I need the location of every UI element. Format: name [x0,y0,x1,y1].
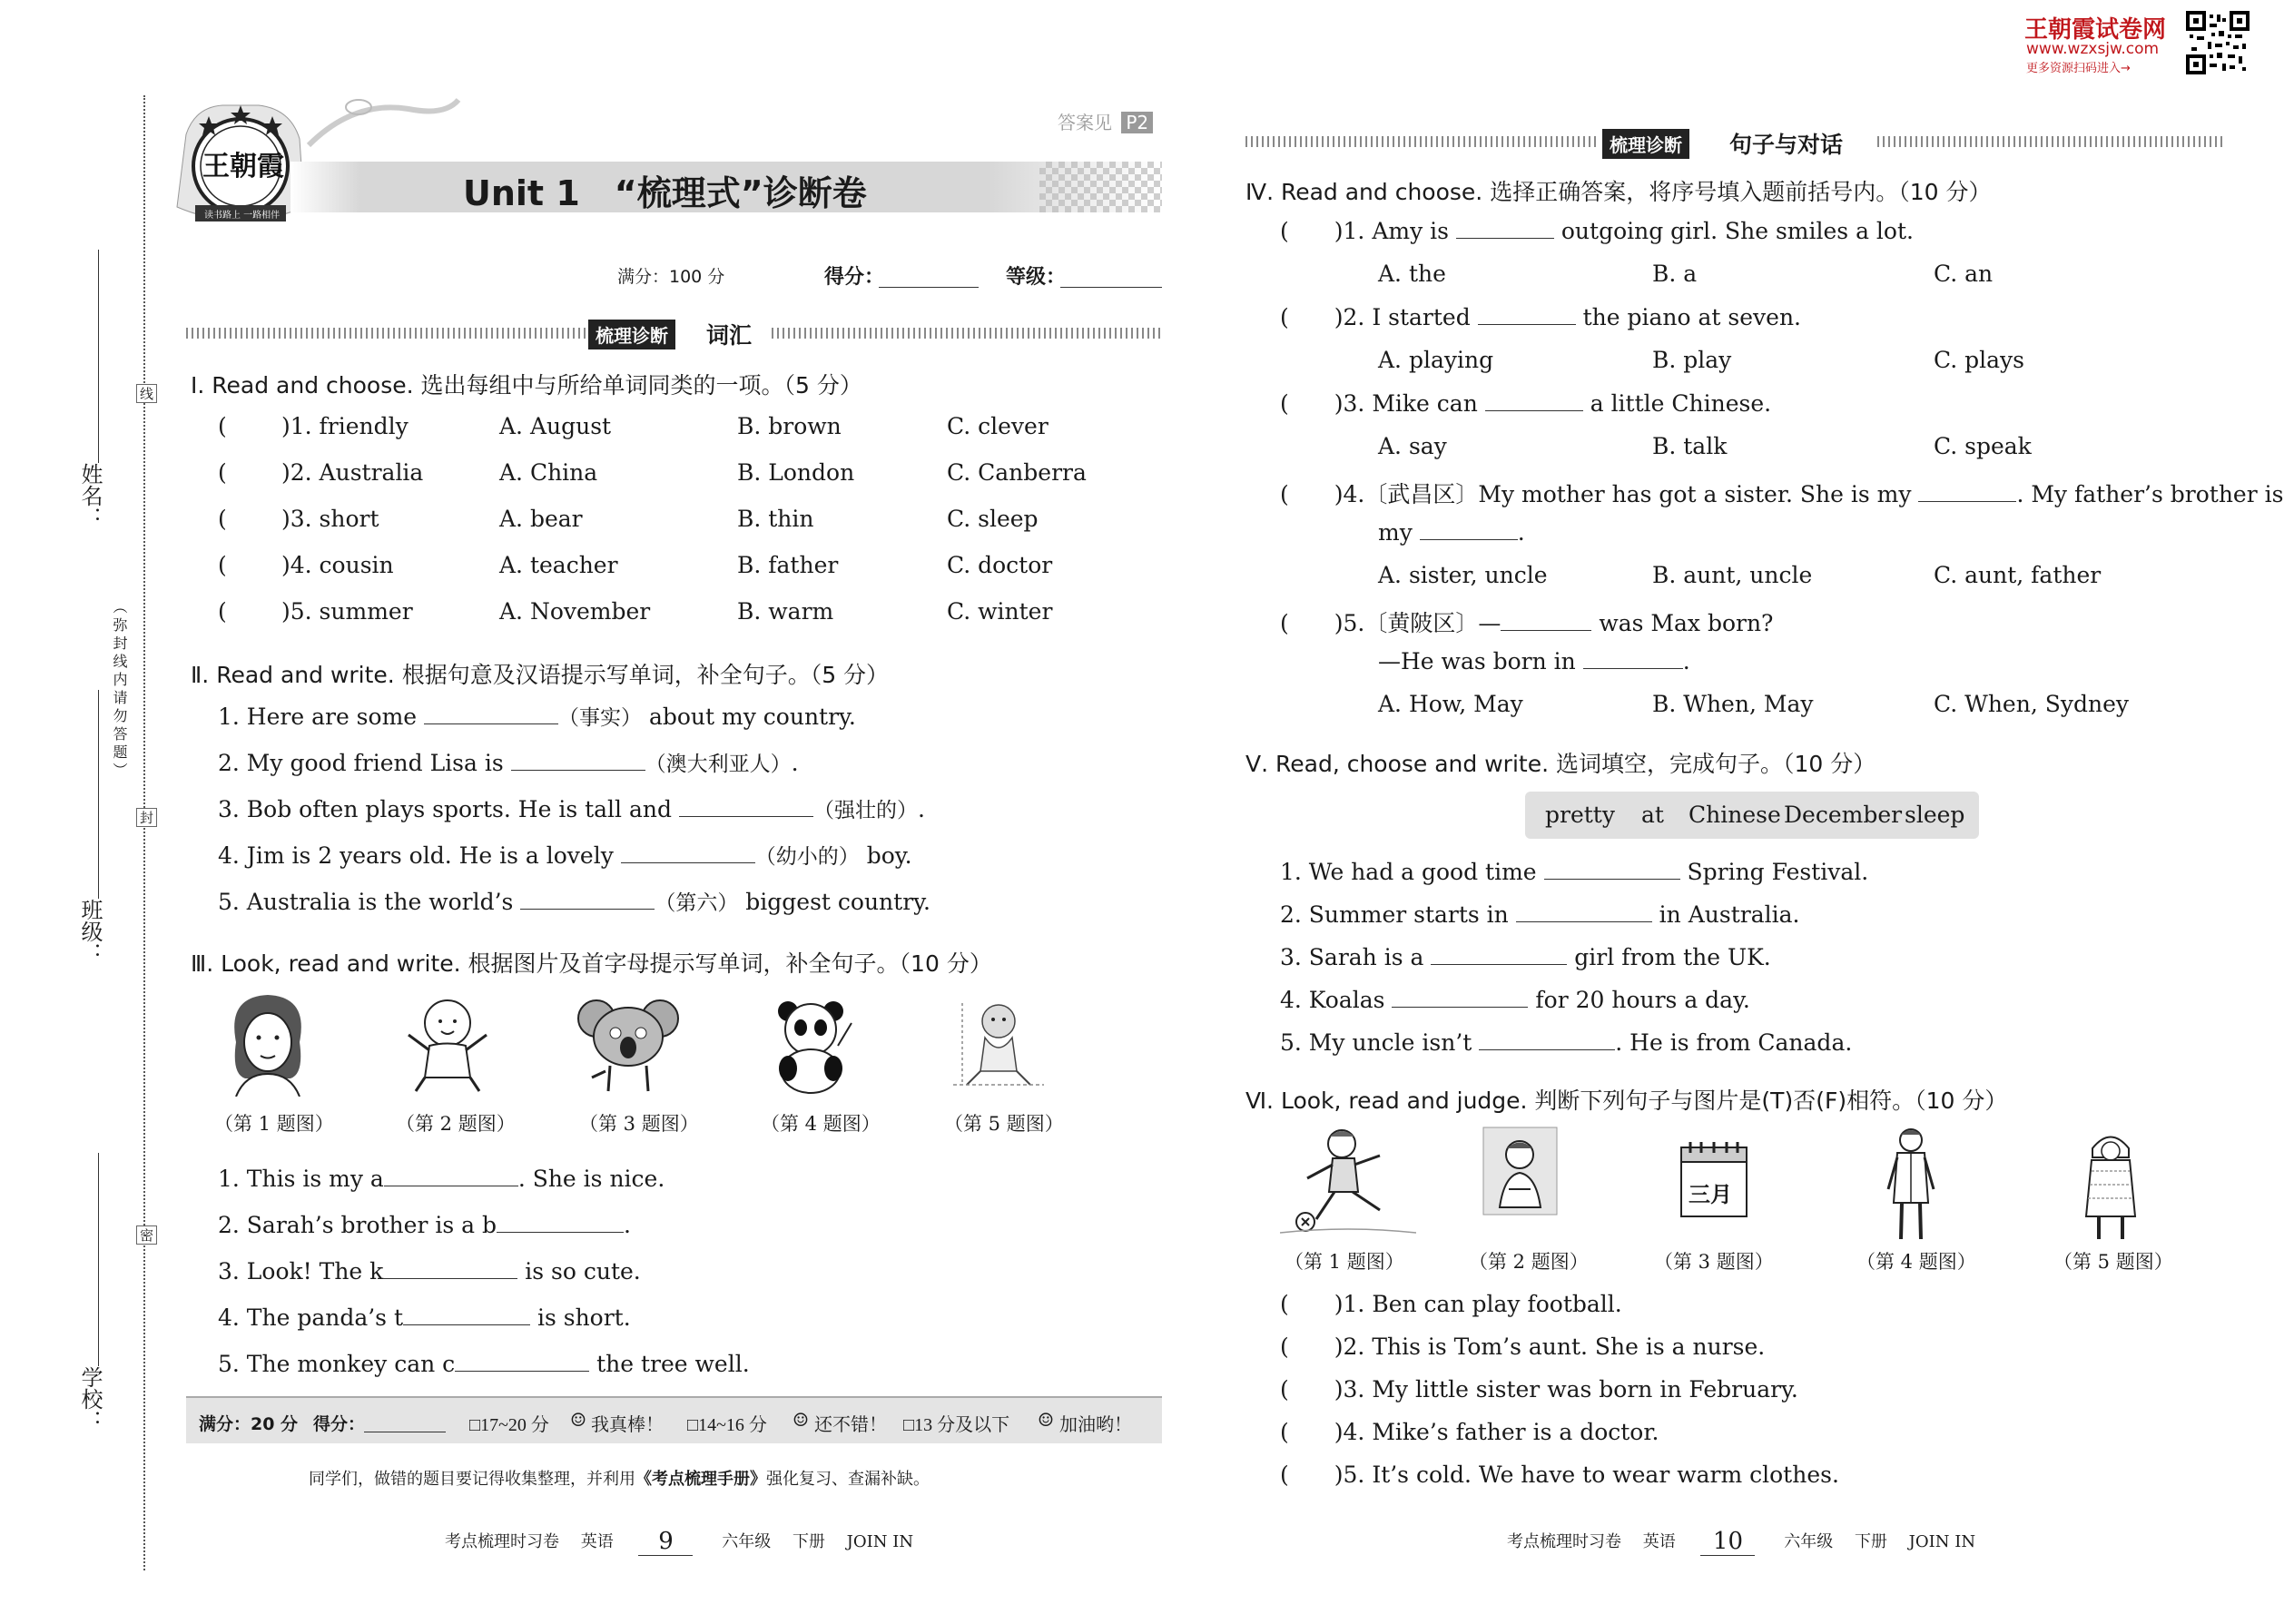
option-c: C. When, Sydney [1934,691,2129,717]
option-a: A. sister, uncle [1378,562,1548,588]
answer-blank[interactable] [424,721,558,724]
list-item [1280,944,1771,970]
section-3-title: Ⅲ. Look, read and write. 根据图片及首字母提示写单词，补全句子。（10 分） [191,950,992,977]
winter-child-picture-icon [2079,1126,2142,1244]
list-item [1280,1376,1798,1403]
list-item [218,1304,631,1331]
answer-paren[interactable]: ( [218,459,227,486]
list-item [218,886,930,916]
list-item [1280,1334,1765,1360]
sentence-end: . She is nice. [517,1166,665,1192]
right-footer [1507,1528,1975,1556]
answer-blank[interactable] [1456,235,1554,239]
answer-blank[interactable] [1544,876,1680,880]
answer-paren[interactable]: ( [1280,1334,1289,1360]
score-label: 得分： [824,266,885,289]
footer-series: 考点梳理时习卷 [445,1532,559,1551]
sentence-end: for 20 hours a day. [1528,987,1750,1013]
sentence-end: . [791,750,799,776]
option-b: B. father [737,552,839,578]
answer-blank[interactable] [1392,1004,1528,1008]
picture-caption-3: （第 3 题图） [1654,1251,1774,1273]
answer-ref-page: P2 [1121,112,1153,133]
answer-blank[interactable] [384,1183,518,1186]
footer-subject: 英语 [1642,1532,1676,1551]
page-number: 9 [638,1528,693,1556]
answer-blank[interactable] [497,1229,624,1233]
option-c: C. aunt, father [1934,562,2102,588]
binding-notice: （弥封线内请勿答题） [111,599,128,781]
judge-sentence: )1. Ben can play football. [1334,1291,1622,1317]
page-title: Unit 1 “梳理式”诊断卷 [463,173,867,213]
watermark-tagline: 更多资源扫码进入→ [2026,62,2131,75]
option-a: A. the [1378,261,1446,287]
question-word: )1. friendly [281,413,409,439]
answer-blank[interactable] [1516,919,1652,922]
question-word: )2. Australia [281,459,424,486]
list-item [218,1258,641,1284]
sentence-end: in Australia. [1651,901,1800,928]
monkey-picture-icon [944,994,1053,1094]
option-b: B. a [1652,261,1698,287]
sentence-divider-left [1245,136,1600,147]
option-c: C. doctor [947,552,1053,578]
sentence-end: is short. [530,1304,631,1331]
full-score: 满分：100 分 [617,267,725,287]
list-item [1280,304,1801,330]
vocab-divider-right [772,328,1162,339]
smile-face-icon: ☺ [1038,1409,1054,1431]
scorebar-text-1: 我真棒！ [591,1415,664,1435]
answer-blank[interactable] [621,860,755,863]
list-item [218,793,925,823]
sentence-start: 4. The panda’s t [218,1304,404,1331]
picture-caption-2: （第 2 题图） [1469,1251,1589,1273]
answer-paren[interactable]: ( [1280,1376,1289,1403]
chinese-hint: （事实） [558,706,643,730]
binding-name-label: 姓名： [77,463,103,528]
question-word: )4. cousin [281,552,394,578]
list-item [218,1166,665,1192]
aunt-picture-icon [218,988,318,1097]
section-6-title: Ⅵ. Look, read and judge. 判断下列句子与图片是(T)否(F)相符。（10 分） [1245,1088,2008,1114]
baby-picture-icon [398,991,497,1096]
scorebar-score-label: 得分： [313,1414,366,1434]
answer-paren[interactable]: ( [1280,481,1289,507]
list-item [218,1212,631,1238]
sentence-start: 3. Bob often plays sports. He is tall and [218,796,679,822]
option-b: B. thin [737,506,814,532]
option-c: C. winter [947,598,1053,625]
list-item [1280,859,1868,885]
sentence-end: Spring Festival. [1679,859,1869,885]
nurse-woman-picture-icon [1482,1126,1559,1216]
option-b: B. aunt, uncle [1652,562,1813,588]
word-bank-item: at [1641,802,1664,828]
scorebar-option-1[interactable]: □17~20 分 [469,1415,549,1435]
sentence-start: 1. Here are some [218,704,425,730]
list-item [1280,218,1914,244]
chinese-hint: （幼小的） [754,845,860,869]
option-c: C. sleep [947,506,1039,532]
list-item [218,701,856,731]
logo-motto: 读书路上 一路相伴 [204,211,281,221]
answer-paren[interactable]: ( [218,413,227,439]
list-item [218,413,1162,449]
sentence-end: . [623,1212,631,1238]
sentence-end: the piano at seven. [1575,304,1801,330]
word-bank [1525,792,1979,839]
option-b: B. play [1652,347,1732,373]
word-bank-item: pretty [1545,802,1615,828]
binding-dotted-line [143,95,145,1570]
option-c: C. Canberra [947,459,1087,486]
vocab-divider-left [186,328,586,339]
section-2-title: Ⅱ. Read and write. 根据句意及汉语提示写单词，补全句子。（5 分） [191,662,890,688]
footer-subject: 英语 [580,1532,614,1551]
chinese-hint: （澳大利亚人） [645,753,792,776]
answer-paren[interactable]: ( [1280,1291,1289,1317]
answer-paren[interactable]: ( [1280,304,1289,330]
picture-caption-5: （第 5 题图） [944,1113,1064,1135]
score-bar [186,1396,1162,1443]
binding-school-label: 学校： [77,1366,103,1432]
ribbon-decoration-icon [300,91,463,154]
answer-paren[interactable]: ( [218,598,227,625]
sentence-start: 5. My uncle isn’t [1280,1029,1480,1056]
option-b: B. talk [1652,433,1728,459]
judge-sentence: )2. This is Tom’s aunt. She is a nurse. [1334,1334,1766,1360]
answer-blank[interactable] [520,906,655,910]
grade-label: 等级： [1006,266,1067,289]
scorebar-text-2: 还不错！ [814,1415,887,1435]
answer-blank[interactable] [1583,665,1683,669]
list-item [1280,1291,1622,1317]
calendar-month: 三月 [1689,1182,1732,1207]
picture-caption-1: （第 1 题图） [1285,1251,1404,1273]
picture-caption-4: （第 4 题图） [761,1113,881,1135]
section-1-title: Ⅰ. Read and choose. 选出每组中与所给单词同类的一项。（5 分） [191,372,862,399]
watermark-brand: 王朝霞试卷网 [2024,16,2167,44]
sentence-divider-right [1877,136,2222,147]
section-5-title: Ⅴ. Read, choose and write. 选词填空，完成句子。（10 分） [1245,751,1876,777]
sentence-start: 5. The monkey can c [218,1351,456,1377]
reminder-note [309,1466,930,1490]
calendar-picture [1679,1138,1748,1218]
sentence-end: was Max born? [1591,610,1774,636]
footer-grade: 六年级 [722,1532,772,1551]
list-item [218,840,912,870]
list-item [1280,987,1750,1013]
list-item [1280,390,1771,417]
sentence-end: . [1517,519,1525,546]
option-c: C. an [1934,261,1994,287]
grade-input[interactable] [1060,287,1162,288]
binding-class-line [98,690,99,899]
answer-paren[interactable]: ( [218,552,227,578]
answer-paren[interactable]: ( [1280,1419,1289,1445]
footer-series: 考点梳理时习卷 [1507,1532,1621,1551]
smile-face-icon: ☺ [570,1409,586,1431]
picture-caption-3: （第 3 题图） [579,1113,699,1135]
list-item-continuation [1378,519,1525,546]
sentence-start: )4.〔武昌区〕My mother has got a sister. She is my [1334,481,1919,507]
reminder-post: 强化复习、查漏补缺。 [766,1470,930,1489]
sentence-end: . My father’s brother is [2016,481,2284,507]
answer-blank[interactable] [1501,627,1591,631]
answer-blank[interactable] [1431,961,1567,965]
reminder-book: 《考点梳理手册》 [635,1470,766,1489]
judge-sentence: )4. Mike’s father is a doctor. [1334,1419,1659,1445]
chinese-hint: （强壮的） [812,799,918,822]
answer-blank[interactable] [679,813,813,817]
answer-blank[interactable] [1479,1047,1615,1050]
list-item [1280,1419,1659,1445]
binding-mark-seal: 封 [136,808,157,827]
sentence-start: 2. Summer starts in [1280,901,1516,928]
binding-margin [0,0,163,1624]
binding-mark-secret: 密 [136,1225,157,1245]
option-b: B. brown [737,413,842,439]
list-item [218,598,1162,635]
list-item [218,459,1162,496]
option-c: C. plays [1934,347,2024,373]
vocab-badge: 梳理诊断 [588,320,675,349]
sentence-start: 5. Australia is the world’s [218,889,521,915]
footer-term: 下册 [792,1532,825,1551]
sentence-start: 2. My good friend Lisa is [218,750,511,776]
list-item [1280,1029,1852,1056]
binding-school-line [98,1153,99,1366]
sentence-start: 1. This is my a [218,1166,384,1192]
sentence-badge: 梳理诊断 [1602,129,1689,159]
list-item [218,1351,750,1377]
option-a: A. November [499,598,651,625]
sentence-end: boy. [859,842,912,869]
footer-term: 下册 [1854,1532,1887,1551]
vocab-section-head: 词汇 [706,322,753,349]
option-a: A. How, May [1378,691,1523,717]
word-bank-item: Chinese [1689,802,1781,828]
sentence-start: 3. Look! The k [218,1258,384,1284]
scorebar-full: 满分：20 分 [199,1414,299,1434]
list-item [1280,605,1773,638]
sentence-start: my [1378,519,1420,546]
option-a: A. playing [1378,347,1494,373]
qr-code-icon[interactable] [2186,11,2250,74]
footer-edition: JOIN IN [846,1532,914,1551]
option-a: A. bear [499,506,583,532]
section-4-title: Ⅳ. Read and choose. 选择正确答案，将序号填入题前括号内。（10 分） [1245,179,1992,205]
sentence-start: 1. We had a good time [1280,859,1544,885]
sentence-end: . [1682,648,1690,674]
answer-blank[interactable] [383,1275,517,1279]
answer-paren[interactable]: ( [1280,610,1289,636]
option-a: A. China [499,459,598,486]
left-footer [445,1528,913,1556]
sentence-start: )1. Amy is [1334,218,1456,244]
answer-blank[interactable] [1478,321,1576,325]
option-b: B. When, May [1652,691,1814,717]
binding-mark-line: 线 [136,384,157,403]
sentence-end: about my country. [642,704,856,730]
answer-paren[interactable]: ( [218,506,227,532]
football-boy-picture-icon [1280,1124,1416,1237]
answer-blank[interactable] [1918,498,2016,502]
answer-ref [1058,108,1153,134]
sentence-end: is so cute. [517,1258,641,1284]
option-b: B. London [737,459,855,486]
sentence-start: )5.〔黄陂区〕— [1334,610,1501,636]
word-bank-item: December [1784,802,1903,828]
scorebar-text-3: 加油哟！ [1059,1415,1132,1435]
answer-blank[interactable] [1420,536,1518,540]
sentence-start: —He was born in [1378,648,1583,674]
watermark-url[interactable]: www.wzxsjw.com [2026,40,2160,58]
page-number: 10 [1700,1528,1755,1556]
sentence-start: 4. Jim is 2 years old. He is a lovely [218,842,621,869]
option-c: C. clever [947,413,1049,439]
scorebar-option-2[interactable]: □14~16 分 [687,1415,767,1435]
answer-paren[interactable]: ( [1280,1462,1289,1488]
footer-grade: 六年级 [1784,1532,1834,1551]
sentence-end: outgoing girl. She smiles a lot. [1553,218,1914,244]
binding-name-line [98,250,99,463]
option-a: A. say [1378,433,1447,459]
judge-sentence: )3. My little sister was born in February. [1334,1376,1798,1403]
question-word: )3. short [281,506,379,532]
answer-paren[interactable]: ( [1280,390,1289,417]
sentence-start: 4. Koalas [1280,987,1393,1013]
panda-picture-icon [761,991,861,1096]
list-item [218,552,1162,588]
sentence-end: . He is from Canada. [1615,1029,1853,1056]
koala-picture-icon [574,991,683,1096]
sentence-end: biggest country. [738,889,930,915]
sentence-section-head: 句子与对话 [1729,132,1844,158]
chinese-hint: （第六） [655,891,739,915]
judge-sentence: )5. It’s cold. We have to wear warm clothes. [1334,1462,1839,1488]
list-item [218,506,1162,542]
smile-face-icon: ☺ [793,1409,809,1431]
sentence-end: the tree well. [589,1351,750,1377]
word-bank-item: sleep [1905,802,1965,828]
footer-edition: JOIN IN [1908,1532,1976,1551]
sentence-end: a little Chinese. [1582,390,1772,417]
sentence-start: )2. I started [1334,304,1478,330]
answer-blank[interactable] [1485,408,1583,411]
list-item [1280,901,1799,928]
picture-caption-2: （第 2 题图） [396,1113,516,1135]
answer-blank[interactable] [455,1368,589,1372]
picture-caption-5: （第 5 题图） [2053,1251,2173,1273]
sentence-end: girl from the UK. [1567,944,1771,970]
score-input[interactable] [879,287,979,288]
answer-ref-label: 答案见 [1058,112,1112,133]
binding-class-label: 班级： [77,899,103,964]
picture-caption-1: （第 1 题图） [214,1113,334,1135]
reminder-pre: 同学们，做错的题目要记得收集整理，并利用 [309,1470,635,1489]
list-item [218,747,799,777]
scorebar-option-3[interactable]: □13 分及以下 [903,1415,1010,1435]
list-item [1280,1462,1839,1488]
sentence-start: 3. Sarah is a [1280,944,1432,970]
score-header [617,263,1162,290]
watermark [2024,9,2269,74]
doctor-man-picture-icon [1879,1126,1943,1244]
list-item-continuation [1378,648,1690,674]
sentence-end: . [917,796,925,822]
list-item [1280,477,2283,509]
option-b: B. warm [737,598,834,625]
sentence-start: )3. Mike can [1334,390,1485,417]
option-a: A. August [499,413,612,439]
option-c: C. speak [1934,433,2032,459]
title-checker-pattern [1039,162,1162,212]
logo-text: 王朝霞 [202,151,284,182]
answer-paren[interactable]: ( [1280,218,1289,244]
option-a: A. teacher [499,552,618,578]
answer-blank[interactable] [511,767,645,771]
answer-blank[interactable] [403,1322,530,1325]
sentence-start: 2. Sarah’s brother is a b [218,1212,497,1238]
question-word: )5. summer [281,598,413,625]
picture-caption-4: （第 4 题图） [1856,1251,1976,1273]
